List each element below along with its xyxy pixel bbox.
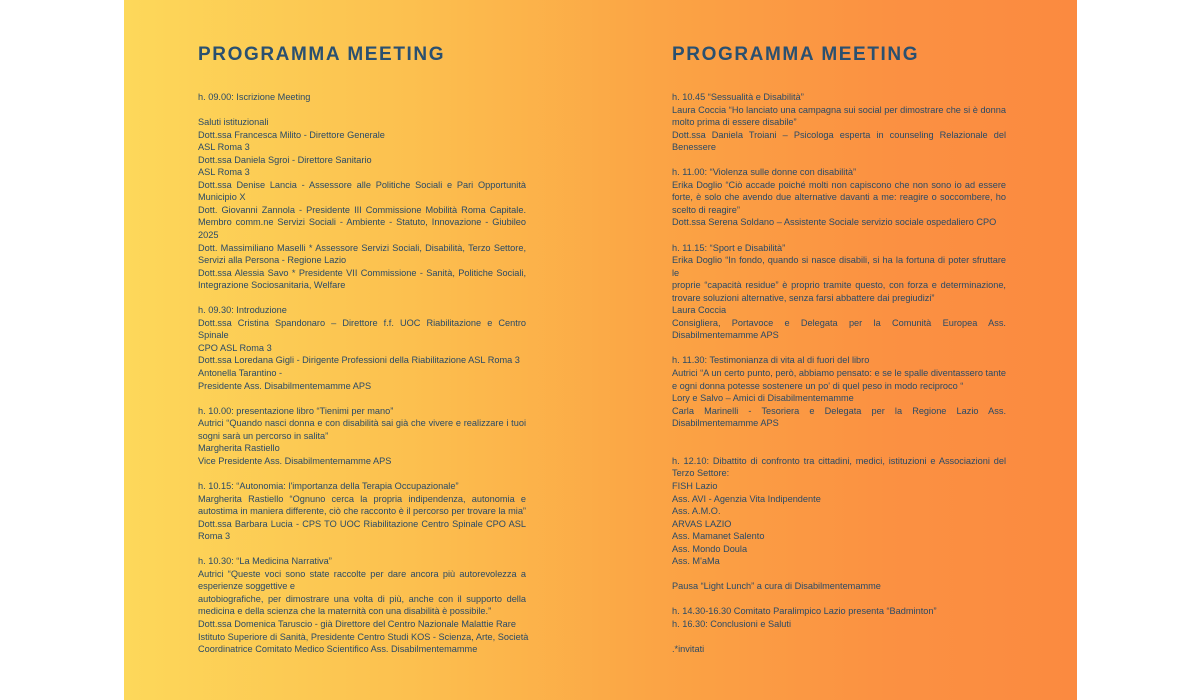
text-line: Laura Coccia — [672, 305, 727, 316]
text-line: molto prima di essere disabile” — [672, 117, 797, 128]
text-line: Pausa “Light Lunch” a cura di Disabilmentemamme — [672, 581, 881, 592]
text-line: h. 10.45 “Sessualità e Disabilità” — [672, 92, 804, 102]
text-line: Membro comm.ne Servizi Sociali - Ambiente - Statuto, Innovazione - Giubileo — [198, 217, 526, 228]
text-line: h. 11.00: “Violenza sulle donne con disabilità” — [672, 167, 857, 178]
schedule-item — [672, 455, 1006, 568]
text-line: h. 14.30-16.30 Comitato Paralimpico Lazio presenta “Badminton” — [672, 606, 937, 617]
text-line: Laura Coccia “Ho lanciato una campagna sui social per dimostrare che si è donna — [672, 104, 1006, 115]
text-line: Antonella Tarantino - — [198, 368, 283, 379]
text-line: Disabilmentemamme APS — [672, 418, 779, 429]
text-line: Dott.ssa Daniela Sgroi - Direttore Sanitario — [198, 154, 372, 165]
text-line: Lory e Salvo – Amici di Disabilmentemamme — [672, 393, 854, 404]
text-line: Ass. Mondo Doula — [672, 543, 748, 554]
text-line: trovare soluzioni alternative, senza farsi abbattere dai pregiudizi” — [672, 292, 935, 303]
text-line: e ogni donna potesse sostenere un po' di quel peso in modo reciproco “ — [672, 380, 964, 391]
text-line: h. 09.30: Introduzione — [198, 305, 287, 316]
schedule-item — [198, 480, 526, 543]
text-line: medicina e della scienza che la maternità con una disabilità è possibile.” — [198, 606, 492, 617]
text-line: proprie “capacità residue” è proprio tramite questo, con forza e determinazione, — [672, 280, 1006, 291]
text-line: Municipio X — [198, 192, 246, 203]
program-body — [198, 91, 529, 668]
text-line: .*invitati — [672, 644, 705, 655]
text-line: Margherita Rastiello — [198, 443, 280, 454]
schedule-item — [198, 304, 526, 392]
text-line: Saluti istituzionali — [198, 117, 269, 128]
text-line: Servizi alla Persona - Regione Lazio — [198, 255, 347, 266]
schedule-item — [198, 116, 526, 292]
text-line: Dott.ssa Loredana Gigli - Dirigente Professioni della Riabilitazione ASL Roma 3 — [198, 355, 520, 366]
text-line: Dott.ssa Alessia Savo * Presidente VII Commissione - Sanità, Politiche Sociali, — [198, 267, 526, 278]
text-line: Autrici “Quando nasci donna e con disabilità sai già che vivere e realizzare i tuoi — [198, 418, 526, 429]
text-line: sogni sarà un percorso in salita” — [198, 430, 329, 441]
text-line: h. 11.15: “Sport e Disabilità” — [672, 242, 786, 253]
right-page — [672, 0, 1006, 700]
schedule-item — [672, 580, 1006, 593]
text-line: Istituto Superiore di Sanità, Presidente Centro Studi KOS - Scienza, Arte, Società — [198, 631, 529, 642]
text-line: Carla Marinelli - Tesoriera e Delegata per la Regione Lazio Ass. — [672, 405, 1006, 416]
text-line: Ass. Mamanet Salento — [672, 531, 765, 542]
text-line: h. 10.00: presentazione libro “Tienimi per mano” — [198, 405, 394, 416]
text-line: Dott.ssa Cristina Spandonaro – Direttore f.f. UOC Riabilitazione e Centro Spinale — [198, 317, 526, 341]
text-line: Dott.ssa Francesca Milito - Direttore Generale — [198, 129, 385, 140]
text-line: Dott. Giovanni Zannola - Presidente III Commissione Mobilità Roma Capitale. — [198, 204, 526, 215]
schedule-item — [198, 91, 526, 104]
text-line: Presidente Ass. Disabilmentemamme APS — [198, 380, 372, 391]
text-line: Ass. AVI - Agenzia Vita Indipendente — [672, 493, 821, 504]
text-line: h. 10.15: “Autonomia: l'importanza della Terapia Occupazionale” — [198, 480, 459, 491]
text-line: Dott.ssa Domenica Taruscio - già Direttore del Centro Nazionale Malattie Rare — [198, 618, 516, 629]
text-line: ASL Roma 3 — [198, 167, 250, 178]
text-line: Dott.ssa Denise Lancia - Assessore alle Politiche Sociali e Pari Opportunità — [198, 179, 526, 190]
text-line: Ass. M'aMa — [672, 556, 720, 567]
schedule-item — [672, 166, 1006, 229]
schedule-item — [672, 605, 1006, 630]
page-title: PROGRAMMA MEETING — [672, 44, 920, 65]
text-line: Autrici “Queste voci sono state raccolte per dare ancora più autorevolezza a — [198, 568, 526, 579]
text-line: CPO ASL Roma 3 — [198, 342, 272, 353]
text-line: autobiografiche, per dimostrare una volta di più, anche con il supporto della — [198, 593, 526, 604]
text-line: Autrici “A un certo punto, però, abbiamo pensato: e se le spalle diventassero tante — [672, 368, 1006, 379]
schedule-item — [672, 242, 1006, 342]
text-line: Dott.ssa Daniela Troiani – Psicologa esperta in counseling Relazionale del — [672, 129, 1006, 140]
schedule-item — [672, 91, 1006, 154]
text-line: Margherita Rastiello “Ognuno cerca la propria indipendenza, autonomia e — [198, 493, 526, 504]
text-line: h. 10.30: “La Medicina Narrativa” — [198, 556, 332, 567]
text-line: forte, è solo che avendo due alternative davanti a me: reagire o soccombere, ho — [672, 192, 1006, 203]
text-line: h. 09.00: Iscrizione Meeting — [198, 92, 311, 102]
text-line: 2025 — [198, 230, 219, 241]
text-line: Erika Doglio “In fondo, quando si nasce disabili, si ha la fortuna di poter sfruttare le — [672, 255, 1006, 278]
text-line: scelto di reagire” — [672, 204, 740, 215]
text-line: Consigliera, Portavoce e Delegata per la Comunità Europea Ass. — [672, 317, 1006, 328]
text-line: Benessere — [672, 142, 716, 153]
text-line: Integrazione Sociosanitaria, Welfare — [198, 280, 346, 291]
left-page — [198, 0, 529, 700]
schedule-item — [672, 354, 1006, 429]
text-line: Disabilmentemamme APS — [672, 330, 779, 341]
text-line: Dott.ssa Barbara Lucia - CPS TO UOC Riabilitazione Centro Spinale CPO ASL — [198, 518, 526, 529]
text-line: Vice Presidente Ass. Disabilmentemamme APS — [198, 455, 392, 466]
program-body — [672, 91, 1006, 668]
text-line: Terzo Settore: — [672, 468, 730, 479]
page-title: PROGRAMMA MEETING — [198, 44, 446, 65]
text-line: Dott. Massimiliano Maselli * Assessore Servizi Sociali, Disabilità, Terzo Settore, — [198, 242, 526, 253]
text-line: Dott.ssa Serena Soldano – Assistente Sociale servizio sociale ospedaliero CPO — [672, 217, 997, 228]
text-line: FISH Lazio — [672, 480, 718, 491]
text-line: ARVAS LAZIO — [672, 518, 732, 529]
text-line: autostima in maniera differente, ciò che racconto è il percorso per trovare la mia” — [198, 506, 526, 517]
text-line: h. 12.10: Dibattito di confronto tra cittadini, medici, istituzioni e Associazioni del — [672, 455, 1006, 466]
text-line: h. 16.30: Conclusioni e Saluti — [672, 618, 792, 629]
schedule-item — [198, 405, 526, 468]
text-line: esperienze soggettive e — [198, 581, 296, 592]
text-line: Erika Doglio “Ciò accade poiché molti non capiscono che non sono io ad essere — [672, 179, 1006, 190]
text-line: Ass. A.M.O. — [672, 506, 721, 517]
schedule-item — [198, 555, 529, 655]
footnote — [672, 643, 1006, 656]
text-line: Roma 3 — [198, 531, 231, 542]
text-line: ASL Roma 3 — [198, 142, 250, 153]
text-line: h. 11.30: Testimonianza di vita al di fuori del libro — [672, 355, 870, 366]
text-line: Coordinatrice Comitato Medico Scientifico Ass. Disabilmentemamme — [198, 644, 478, 655]
